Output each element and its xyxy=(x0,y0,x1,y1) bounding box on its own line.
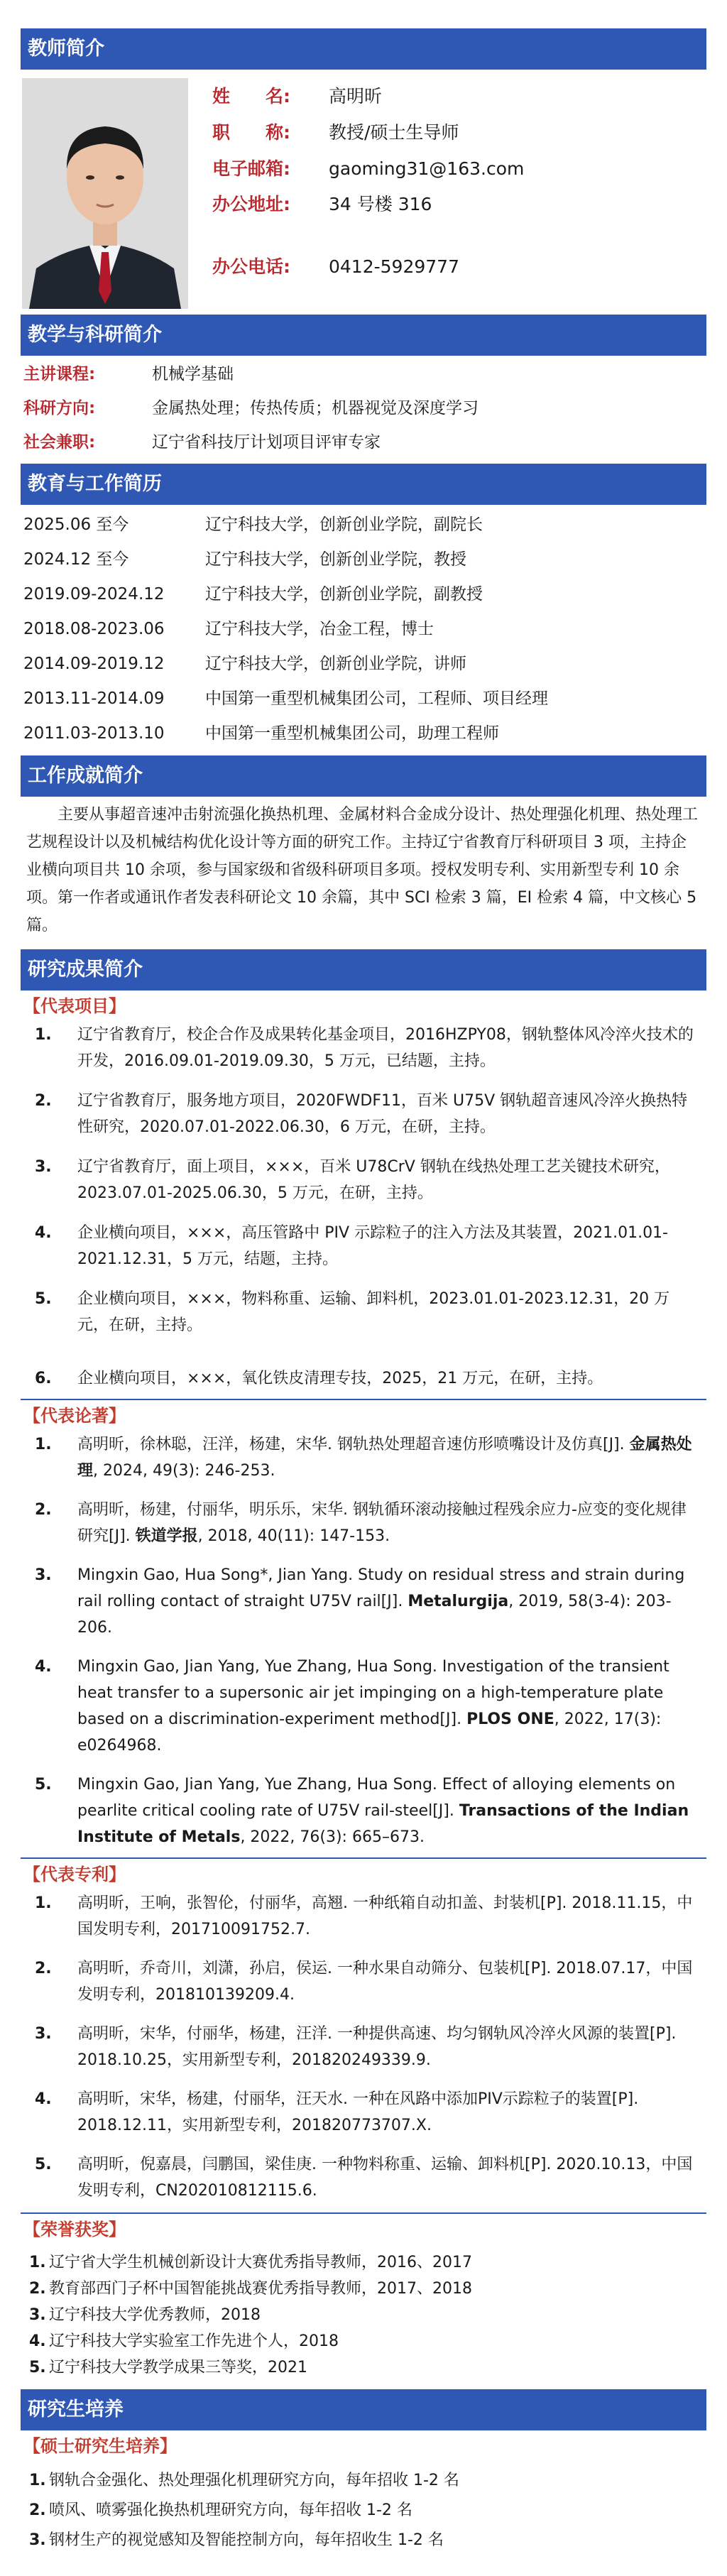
item-text: 辽宁省教育厅，服务地方项目，2020FWDF11，百米 U75V 钢轨超音速风冷淬火换热特性研究，2020.07.01-2022.06.30，6 万元，在研，主持。 xyxy=(77,1092,688,1136)
item-number: 3. xyxy=(29,2531,46,2549)
item-number: 5. xyxy=(29,2359,46,2376)
office-row xyxy=(212,190,432,216)
career-date: 2025.06 至今 xyxy=(23,515,129,534)
list-item xyxy=(21,1154,706,1206)
career-desc: 辽宁科技大学，冶金工程，博士 xyxy=(205,620,434,638)
phone-value: 0412-5929777 xyxy=(329,256,459,277)
list-item xyxy=(21,2302,706,2328)
career-desc: 中国第一重型机械集团公司，工程师、项目经理 xyxy=(205,689,548,708)
list-item xyxy=(21,1562,706,1641)
item-number: 1. xyxy=(35,1436,52,1453)
item-text: 企业横向项目，×××，氧化铁皮清理专技，2025，21 万元，在研，主持。 xyxy=(77,1370,603,1387)
item-number: 2. xyxy=(35,1092,52,1110)
career-desc: 辽宁科技大学，创新创业学院，教授 xyxy=(205,550,466,569)
list-item xyxy=(21,1955,706,2008)
item-text: 辽宁省教育厅，面上项目，×××，百米 U78CrV 钢轨在线热处理工艺关键技术研究，2023.07.01-2025.06.30，5 万元，在研，主持。 xyxy=(77,1158,670,1202)
teaching-list xyxy=(21,356,706,459)
item-text: 高明昕，乔奇川，刘潇，孙启，侯运. 一种水果自动筛分、包装机[P]. 2018.07.17，中国发明专利，201810139209.4. xyxy=(77,1960,693,2004)
list-item xyxy=(21,2328,706,2354)
item-number: 4. xyxy=(29,2332,46,2350)
list-item xyxy=(21,1286,706,1338)
item-number: 5. xyxy=(35,1776,52,1794)
office-value: 34 号楼 316 xyxy=(329,194,432,214)
course-value: 机械学基础 xyxy=(152,365,234,383)
item-text: Mingxin Gao, Jian Yang, Yue Zhang, Hua Song. Effect of alloying elements on pearlite critical cooling rate of U75V rail-steel[J]. xyxy=(77,1776,676,1820)
item-tail: , 2022, 76(3): 665–673. xyxy=(240,1828,425,1846)
career-section-header: 教育与工作简历 xyxy=(21,464,706,505)
career-row xyxy=(21,716,706,751)
item-text: 企业横向项目，×××，物料称重、运输、卸料机，2023.01.01-2023.12.31，20 万元，在研，主持。 xyxy=(77,1290,670,1334)
list-item xyxy=(21,1890,706,1943)
journal-name: 铁道学报 xyxy=(135,1527,198,1545)
research-section-header: 研究成果简介 xyxy=(21,949,706,990)
item-number: 6. xyxy=(35,1370,52,1387)
item-text: 高明昕，徐林聪，汪洋，杨建，宋华. 钢轨热处理超音速仿形喷嘴设计及仿真[J]. xyxy=(77,1436,630,1453)
item-number: 2. xyxy=(29,2501,46,2519)
title-label: 职 称: xyxy=(212,122,290,143)
item-number: 1. xyxy=(35,1026,52,1044)
achievements-section-header: 工作成就简介 xyxy=(21,755,706,797)
list-item xyxy=(21,2466,706,2496)
item-number: 2. xyxy=(35,1960,52,1977)
list-item xyxy=(21,1022,706,1074)
item-number: 4. xyxy=(35,1658,52,1676)
career-row xyxy=(21,682,706,716)
item-number: 3. xyxy=(29,2306,46,2324)
list-item xyxy=(21,1497,706,1549)
list-item xyxy=(21,1088,706,1140)
item-number: 1. xyxy=(35,1894,52,1912)
list-item xyxy=(21,2526,706,2555)
career-row xyxy=(21,612,706,647)
title-row xyxy=(212,119,459,144)
item-text: 辽宁科技大学实验室工作先进个人，2018 xyxy=(49,2332,339,2350)
journal-name: Transactions of the Indian Institute of Metals xyxy=(77,1802,689,1846)
students-list xyxy=(21,2462,706,2555)
item-number: 4. xyxy=(35,1224,52,1242)
career-date: 2018.08-2023.06 xyxy=(23,620,165,638)
item-number: 5. xyxy=(35,2156,52,2173)
course-label: 主讲课程: xyxy=(23,365,96,383)
item-tail: , 2022, 17(3): e0264968. xyxy=(77,1710,662,1754)
list-item xyxy=(21,1220,706,1272)
item-number: 2. xyxy=(35,1501,52,1519)
item-tail: , 2024, 49(3): 246-253. xyxy=(93,1462,275,1480)
career-list xyxy=(21,505,706,751)
name-row xyxy=(212,82,382,108)
item-text: 高明昕，宋华，付丽华，杨建，汪洋. 一种提供高速、均匀钢轨风冷淬火风源的装置[P]. 2018.10.25，实用新型专利，201820249339.9. xyxy=(77,2025,677,2069)
list-item xyxy=(21,2354,706,2381)
item-text: 企业横向项目，×××，高压管路中 PIV 示踪粒子的注入方法及其装置，2021.01.01-2021.12.31，5 万元，结题，主持。 xyxy=(77,1224,668,1268)
profile-section-header: 教师简介 xyxy=(21,28,706,70)
career-row xyxy=(21,542,706,577)
papers-subheader: 【代表论著】 xyxy=(23,1406,126,1426)
item-text: 钢轨合金强化、热处理强化机理研究方向，每年招收 1-2 名 xyxy=(49,2472,459,2489)
item-text: 辽宁科技大学教学成果三等奖，2021 xyxy=(49,2359,307,2376)
career-row xyxy=(21,508,706,542)
item-text: 高明昕，倪嘉晨，闫鹏国，梁佳庚. 一种物料称重、运输、卸料机[P]. 2020.10.13，中国发明专利，CN202010812115.6. xyxy=(77,2156,693,2200)
list-item xyxy=(21,2086,706,2139)
career-date: 2013.11-2014.09 xyxy=(23,689,165,708)
patents-list xyxy=(21,1890,706,2204)
list-item xyxy=(21,1365,706,1392)
career-desc: 辽宁科技大学，创新创业学院，副院长 xyxy=(205,515,483,534)
career-date: 2024.12 至今 xyxy=(23,550,129,569)
phone-label: 办公电话: xyxy=(212,256,290,277)
career-date: 2011.03-2013.10 xyxy=(23,724,165,743)
avatar xyxy=(22,78,188,309)
item-text: 喷风、喷雾强化换热机理研究方向，每年招收 1-2 名 xyxy=(49,2501,412,2519)
list-item xyxy=(21,2021,706,2073)
career-row xyxy=(21,577,706,612)
portrait-image xyxy=(22,78,188,309)
item-number: 2. xyxy=(29,2280,46,2298)
name-label: 姓 名: xyxy=(212,86,290,107)
career-desc: 辽宁科技大学，创新创业学院，讲师 xyxy=(205,655,466,673)
social-role-row xyxy=(21,425,706,459)
course-row xyxy=(21,357,706,391)
list-item xyxy=(21,1431,706,1484)
list-item xyxy=(21,1772,706,1850)
career-date: 2014.09-2019.12 xyxy=(23,655,165,673)
students-section-header: 研究生培养 xyxy=(21,2389,706,2430)
research-direction-value: 金属热处理；传热传质；机器视觉及深度学习 xyxy=(152,399,479,417)
list-item xyxy=(21,2151,706,2204)
email-label: 电子邮箱: xyxy=(212,158,290,179)
list-item xyxy=(21,2249,706,2276)
profile-card xyxy=(21,70,706,315)
email-value[interactable]: gaoming31@163.com xyxy=(329,158,525,179)
patents-subheader: 【代表专利】 xyxy=(23,1865,126,1884)
office-label: 办公地址: xyxy=(212,194,290,214)
item-text: 教育部西门子杯中国智能挑战赛优秀指导教师，2017、2018 xyxy=(49,2280,472,2298)
phone-row xyxy=(212,253,459,278)
achievements-paragraph: 主要从事超音速冲击射流强化换热机理、金属材料合金成分设计、热处理强化机理、热处理工艺规程设计以及机械结构优化设计等方面的研究工作。主持辽宁省教育厅科研项目 3 项，主持企业横向项目共 10 余项，参与国家级和省级科研项目多项。授权发明专利、实用新型专利 10 余项。第一作者或通讯作者发表科研论文 10 余篇，其中 SCI 检索 3 篇，EI 检索 4 篇，中文核心 5 篇。 xyxy=(26,806,699,934)
email-row xyxy=(212,155,524,180)
papers-list xyxy=(21,1431,706,1850)
item-number: 3. xyxy=(35,1158,52,1176)
item-text: 辽宁省大学生机械创新设计大赛优秀指导教师，2016、2017 xyxy=(49,2254,472,2271)
item-text: 高明昕，杨建，付丽华，明乐乐，宋华. 钢轨循环滚动接触过程残余应力-应变的变化规律研究[J]. xyxy=(77,1501,687,1545)
item-tail: , 2018, 40(11): 147-153. xyxy=(197,1527,390,1545)
item-text: Mingxin Gao, Jian Yang, Yue Zhang, Hua Song. Investigation of the transient heat transfer to a supersonic air jet impinging on a high-temperature plate based on a discrimination-experiment method[J]. xyxy=(77,1658,669,1728)
item-number: 1. xyxy=(29,2254,46,2271)
title-value: 教授/硕士生导师 xyxy=(329,122,459,143)
item-number: 1. xyxy=(29,2472,46,2489)
list-item xyxy=(21,2496,706,2526)
career-desc: 中国第一重型机械集团公司，助理工程师 xyxy=(205,724,499,743)
honors-list xyxy=(21,2245,706,2389)
item-text: Mingxin Gao, Hua Song*, Jian Yang. Study on residual stress and strain during rail rolling contact of straight U75V rail[J]. xyxy=(77,1566,685,1610)
list-item xyxy=(21,2276,706,2302)
career-desc: 辽宁科技大学，创新创业学院，副教授 xyxy=(205,585,483,604)
item-number: 3. xyxy=(35,2025,52,2043)
item-text: 钢材生产的视觉感知及智能控制方向，每年招收生 1-2 名 xyxy=(49,2531,444,2549)
master-subheader: 【硕士研究生培养】 xyxy=(23,2436,177,2456)
item-number: 4. xyxy=(35,2090,52,2108)
projects-subheader: 【代表项目】 xyxy=(23,996,126,1016)
journal-name: PLOS ONE xyxy=(466,1710,554,1728)
career-row xyxy=(21,647,706,682)
item-text: 辽宁省教育厅，校企合作及成果转化基金项目，2016HZPY08，钢轨整体风冷淬火技术的开发，2016.09.01-2019.09.30，5 万元，已结题，主持。 xyxy=(77,1026,694,1070)
journal-name: Metalurgija xyxy=(408,1593,509,1610)
item-text: 高明昕，王响，张智伦，付丽华，高翘. 一种纸箱自动扣盖、封装机[P]. 2018.11.15，中国发明专利，201710091752.7. xyxy=(77,1894,693,1938)
item-text: 辽宁科技大学优秀教师，2018 xyxy=(49,2306,261,2324)
list-item xyxy=(21,1654,706,1759)
research-direction-row xyxy=(21,391,706,425)
social-role-value: 辽宁省科技厅计划项目评审专家 xyxy=(152,433,381,452)
projects-list xyxy=(21,1022,706,1392)
item-number: 5. xyxy=(35,1290,52,1308)
career-date: 2019.09-2024.12 xyxy=(23,585,165,604)
honors-subheader: 【荣誉获奖】 xyxy=(23,2220,126,2239)
journal-name: 金属热处理 xyxy=(77,1436,692,1480)
social-role-label: 社会兼职: xyxy=(23,433,96,452)
item-text: 高明昕，宋华，杨建，付丽华，汪天水. 一种在风路中添加PIV示踪粒子的装置[P]. 2018.12.11，实用新型专利，201820773707.X. xyxy=(77,2090,639,2134)
name-value: 高明昕 xyxy=(329,86,383,107)
teaching-section-header: 教学与科研简介 xyxy=(21,315,706,356)
research-direction-label: 科研方向: xyxy=(23,399,96,417)
item-tail: , 2019, 58(3-4): 203-206. xyxy=(77,1593,672,1637)
item-number: 3. xyxy=(35,1566,52,1584)
